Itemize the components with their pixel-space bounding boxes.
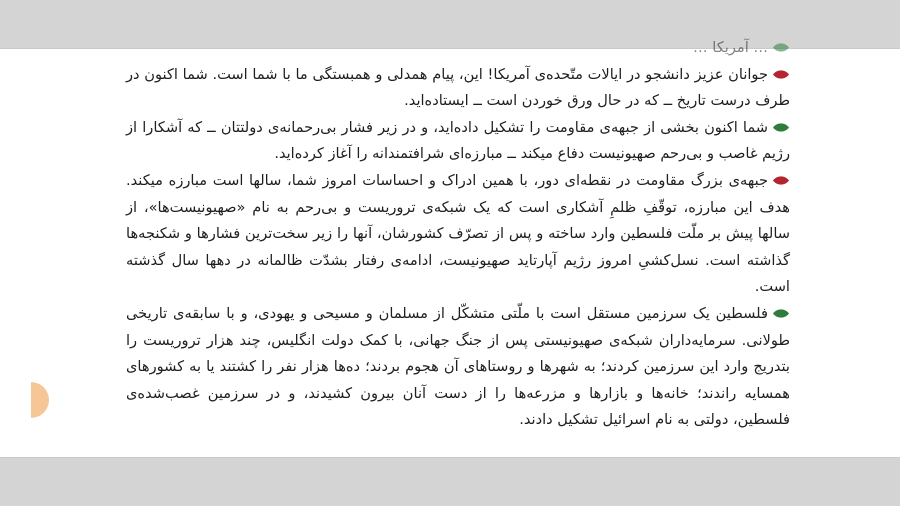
paragraph-5 — [126, 301, 790, 434]
paragraph-4 — [126, 168, 790, 301]
paragraph-2 — [126, 62, 790, 115]
paragraph-text: … آمریکا … — [693, 39, 768, 56]
paragraph-text: فلسطین یک سرزمین مستقل است با ملّتی متشکّل از مسلمان و مسیحی و یهودی، و با سابقه‌ی تاریخی طولانی. سرمایه‌داران شبکه‌ی صهیونیستی پس از جنگ جهانی، با کمک دولت انگلیس، چند هزار تروریست را بتدریج وارد این سرزمین کردند؛ به شهرها و روستاهای آن هجوم بردند؛ ده‌ها هزار نفر را کشتند یا به کشورهای همسایه راندند؛ خانه‌ها و بازارها و مزرعه‌ها را از دست آنان بیرون کشیدند، و در سرزمین غصب‌شده‌ی فلسطین، دولتی به نام اسرائیل تشکیل دادند. — [126, 304, 790, 429]
page-side-tab[interactable] — [31, 382, 49, 418]
paragraph-text: شما اکنون بخشی از جبهه‌ی مقاومت را تشکیل داده‌اید، و در زیر فشار بی‌رحمانه‌ی دولتتان ــ که آشکارا از رژیم غاصب و بی‌رحم صهیونیست دفاع میکند ــ مبارزه‌ای شرافتمندانه را آغاز کرده‌اید. — [126, 118, 790, 163]
paragraph-text: جبهه‌ی بزرگ مقاومت در نقطه‌ای دور، با همین ادراک و احساسات امروز شما، سالها است مبارزه میکند. هدف این مبارزه، توقّفِ ظلمِ آشکاری است که یک شبکه‌ی تروریست و بی‌رحم به نام «صهیونیست‌ها»، از سالها پیش بر ملّت فلسطین وارد ساخته و پس از تصرّف کشورشان، آنها را زیر سخت‌ترین فشارها و شکنجه‌ها گذاشته است. نسل‌کشیِ امروز رژیم آپارتاید صهیونیست، ادامه‌ی رفتار بشدّت ظالمانه در دهها سال گذشته است. — [126, 171, 790, 296]
text-column — [126, 35, 790, 434]
paragraph-text: جوانان عزیز دانشجو در ایالات متّحده‌ی آمریکا! این، پیام همدلی و همبستگی ما با شما است. شما اکنون در طرف درست تاریخ ــ که در حال ورق خوردن است ــ ایستاده‌اید. — [126, 65, 790, 110]
bottom-margin-bar — [0, 458, 900, 506]
document-page — [0, 39, 900, 458]
paragraph-3 — [126, 115, 790, 168]
green-leaf-icon — [772, 308, 790, 319]
green-leaf-icon — [772, 122, 790, 133]
paragraph-1 — [126, 35, 790, 62]
red-leaf-icon — [772, 175, 790, 186]
red-leaf-icon — [772, 69, 790, 80]
green-leaf-icon — [772, 42, 790, 53]
